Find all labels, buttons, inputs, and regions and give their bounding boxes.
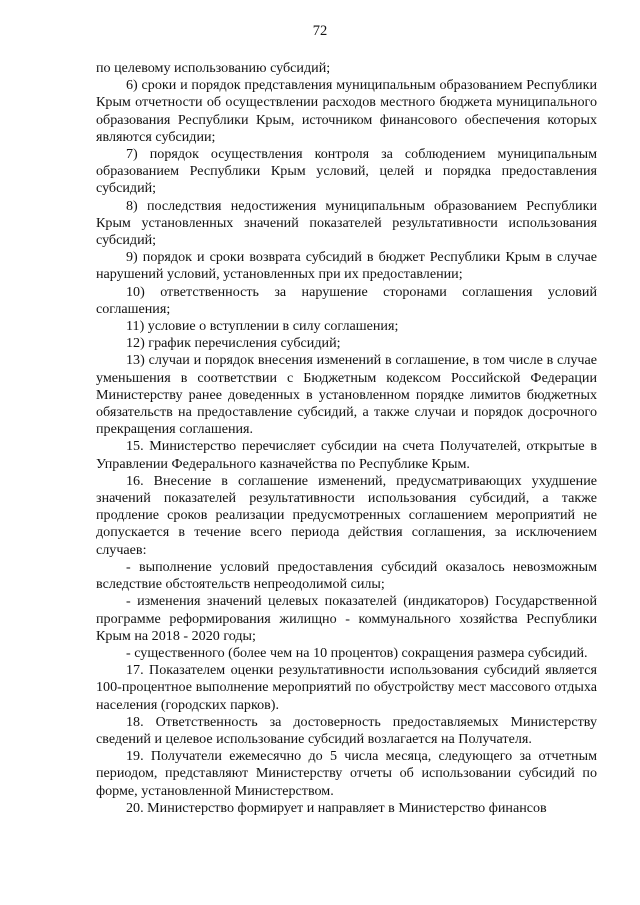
paragraph-clause-17: 17. Показателем оценки результативности использования субсидий является 100-процентное выполнение мероприятий по обустройству мест массового отдыха населения (городских парков). <box>96 662 597 713</box>
paragraph-item-13: 13) случаи и порядок внесения изменений в соглашение, в том числе в случае уменьшения в соответствии с Бюджетным кодексом Российской Федерации Министерству ранее доведенных в установленном порядке лимитов бюджетных обязательств на предоставление субсидий, а также случаи и порядок досрочного прекращения соглашения. <box>96 352 597 438</box>
paragraph-exception-reduction: - существенного (более чем на 10 процентов) сокращения размера субсидий. <box>126 644 588 661</box>
paragraph-item-7: 7) порядок осуществления контроля за соблюдением муниципальным образованием Республики Крым условий, целей и порядка предоставления субсидий; <box>96 146 597 197</box>
paragraph-clause-16: 16. Внесение в соглашение изменений, предусматривающих ухудшение значений показателей результативности использования субсидий, а также продление сроков реализации предусмотренных соглашением мероприятий не допускается в течение всего периода действия соглашения, за исключением случаев: <box>96 472 597 558</box>
paragraph-item-11: 11) условие о вступлении в силу соглашения; <box>126 318 399 335</box>
page-number: 72 <box>312 23 328 39</box>
document-body <box>96 60 597 817</box>
paragraph-clause-19: 19. Получатели ежемесячно до 5 числа месяца, следующего за отчетным периодом, представляют Министерству отчеты об использовании субсидий по форме, установленной Министерством. <box>96 748 597 799</box>
paragraph-item-9: 9) порядок и сроки возврата субсидий в бюджет Республики Крым в случае нарушений условий, установленных при их предоставлении; <box>96 249 597 283</box>
paragraph-clause-18: 18. Ответственность за достоверность предоставляемых Министерству сведений и целевое использование субсидий возлагается на Получателя. <box>96 713 597 747</box>
paragraph-item-6: 6) сроки и порядок представления муниципальным образованием Республики Крым отчетности об осуществлении расходов местного бюджета муниципального образования Республики Крым, источником финансового обеспечения которых являются субсидии; <box>96 77 597 145</box>
paragraph-clause-15: 15. Министерство перечисляет субсидии на счета Получателей, открытые в Управлении Федерального казначейства по Республике Крым. <box>96 438 597 472</box>
paragraph-exception-indicators: - изменения значений целевых показателей (индикаторов) Государственной программе реформирования жилищно - коммунального хозяйства Республики Крым на 2018 - 2020 годы; <box>96 593 597 644</box>
paragraph-continuation: по целевому использованию субсидий; <box>96 60 331 76</box>
paragraph-exception-force-majeure: - выполнение условий предоставления субсидий оказалось невозможным вследствие обстоятельств непреодолимой силы; <box>96 558 597 593</box>
paragraph-item-10: 10) ответственность за нарушение сторонами соглашения условий соглашения; <box>96 283 597 317</box>
paragraph-clause-20: 20. Министерство формирует и направляет в Министерство финансов <box>126 799 547 816</box>
paragraph-item-8: 8) последствия недостижения муниципальным образованием Республики Крым установленных значений показателей результативности использования субсидий; <box>96 197 597 249</box>
paragraph-item-12: 12) график перечисления субсидий; <box>126 335 341 352</box>
